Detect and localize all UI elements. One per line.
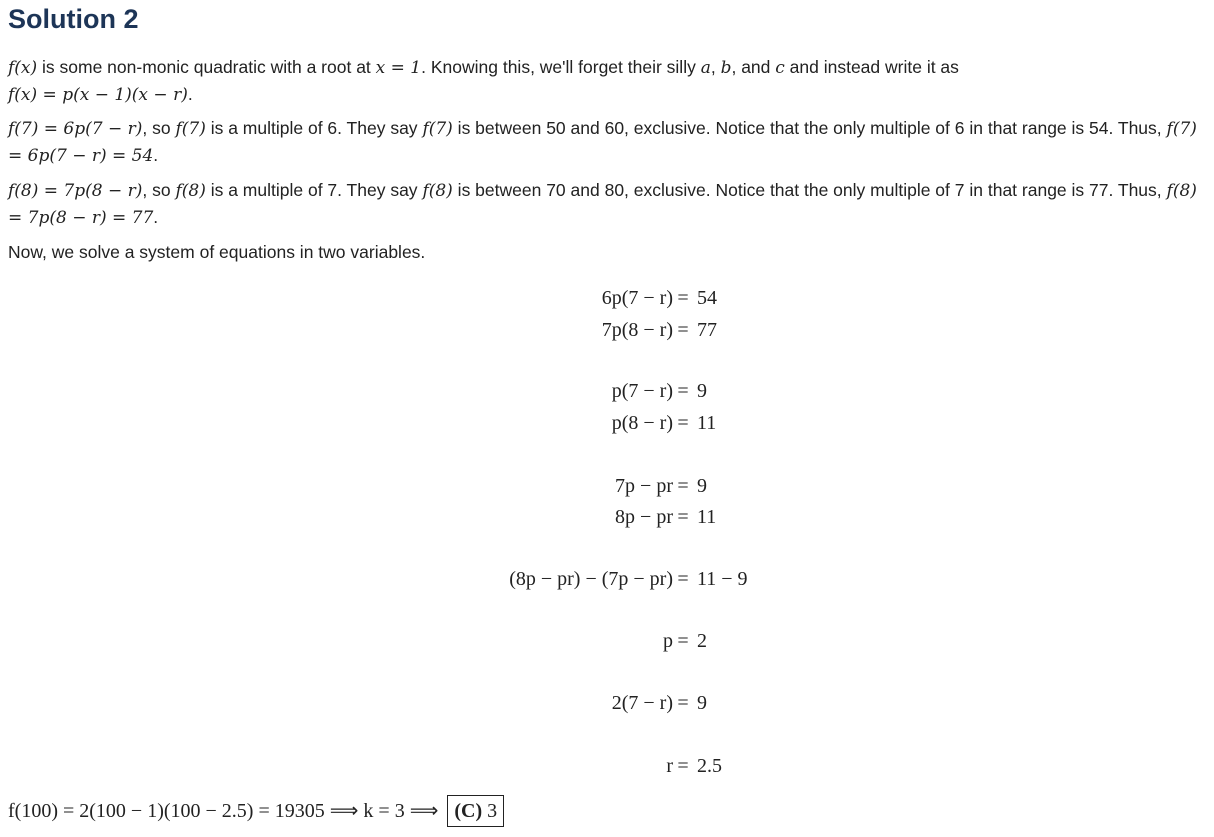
equation-lhs: 7p(8 − r): [601, 319, 673, 341]
text: is some non-monic quadratic with a root at: [37, 57, 376, 77]
equals-sign: =: [677, 287, 689, 309]
text: is between 70 and 80, exclusive. Notice that the only multiple of 7 in that range is 77. Thus,: [452, 180, 1167, 200]
equation-lhs: 6p(7 − r): [601, 287, 673, 309]
equation-lhs: 8p − pr: [615, 506, 673, 528]
equation-line: [0, 626, 1214, 656]
math: c: [775, 58, 785, 78]
equation-rhs: 9: [697, 475, 707, 497]
equation-line: [0, 283, 1214, 313]
equation-lhs: 2(7 − r): [611, 692, 673, 714]
equation-line: [0, 471, 1214, 501]
section-title: Solution 2: [8, 4, 139, 34]
math: f(8) = 7p(8 − r): [8, 181, 143, 201]
equation-lhs: r: [666, 755, 673, 777]
equals-sign: =: [677, 692, 689, 714]
equals-sign: =: [677, 630, 689, 652]
equation-rhs: 11: [697, 412, 717, 434]
equation-line: [0, 408, 1214, 438]
paragraph-f8: [8, 177, 1208, 231]
equation-line: [0, 376, 1214, 406]
text: , and: [731, 57, 776, 77]
equals-sign: =: [677, 380, 689, 402]
text: is a multiple of 7. They say: [205, 180, 423, 200]
text: is between 50 and 60, exclusive. Notice that the only multiple of 6 in that range is 54. Thus,: [452, 118, 1167, 138]
equation-rhs: 9: [697, 380, 707, 402]
text: is a multiple of 6. They say: [205, 118, 423, 138]
equation-lhs: p: [663, 630, 673, 652]
equation-lhs: p(7 − r): [611, 380, 673, 402]
equation-rhs: 54: [697, 287, 717, 309]
text: and instead write it as: [784, 57, 959, 77]
paragraph-intro: [8, 54, 1208, 108]
equals-sign: =: [677, 475, 689, 497]
equation-lhs: (8p − pr) − (7p − pr): [509, 568, 673, 590]
equation-rhs: 9: [697, 692, 707, 714]
answer-letter: (C): [454, 800, 483, 822]
math: f(7): [175, 119, 206, 139]
equation-lhs: p(8 − r): [611, 412, 673, 434]
equals-sign: =: [677, 568, 689, 590]
paragraph-system: Now, we solve a system of equations in two variables.: [8, 242, 426, 262]
math: f(7): [422, 119, 453, 139]
final-expression: f(100) = 2(100 − 1)(100 − 2.5) = 19305 ⟹ k = 3 ⟹: [8, 800, 444, 822]
text: .: [153, 207, 159, 227]
answer-value: 3: [482, 800, 498, 822]
equation-lhs: 7p − pr: [615, 475, 673, 497]
math: f(7) = 6p(7 − r): [8, 119, 143, 139]
equation-rhs: 77: [697, 319, 717, 341]
equation-rhs: 11 − 9: [697, 568, 748, 590]
math: f(x) = p(x − 1)(x − r): [8, 85, 188, 105]
equals-sign: =: [677, 412, 689, 434]
math: x = 1: [375, 58, 422, 78]
math: f(8): [175, 181, 206, 201]
text: .: [153, 145, 159, 165]
equals-sign: =: [677, 755, 689, 777]
math: f(8) = 7p(8 − r) = 77: [8, 181, 1197, 228]
equation-rhs: 11: [697, 506, 717, 528]
equals-sign: =: [677, 319, 689, 341]
equation-line: [0, 564, 1214, 594]
paragraph-f7: [8, 115, 1208, 169]
equals-sign: =: [677, 506, 689, 528]
answer-box: [447, 795, 504, 827]
equation-line: [0, 688, 1214, 718]
text: , so: [142, 180, 176, 200]
text: .: [187, 84, 193, 104]
math: f(8): [422, 181, 453, 201]
text: ,: [710, 57, 721, 77]
math: f(x): [8, 58, 38, 78]
math: f(7) = 6p(7 − r) = 54: [8, 119, 1197, 166]
math: b: [720, 58, 732, 78]
text: , so: [142, 118, 176, 138]
equation-line: [0, 315, 1214, 345]
final-answer-line: [8, 795, 504, 827]
equation-line: [0, 751, 1214, 781]
math: a: [700, 58, 711, 78]
equation-rhs: 2: [697, 630, 707, 652]
equation-rhs: 2.5: [697, 755, 722, 777]
equation-line: [0, 502, 1214, 532]
text: . Knowing this, we'll forget their silly: [421, 57, 701, 77]
